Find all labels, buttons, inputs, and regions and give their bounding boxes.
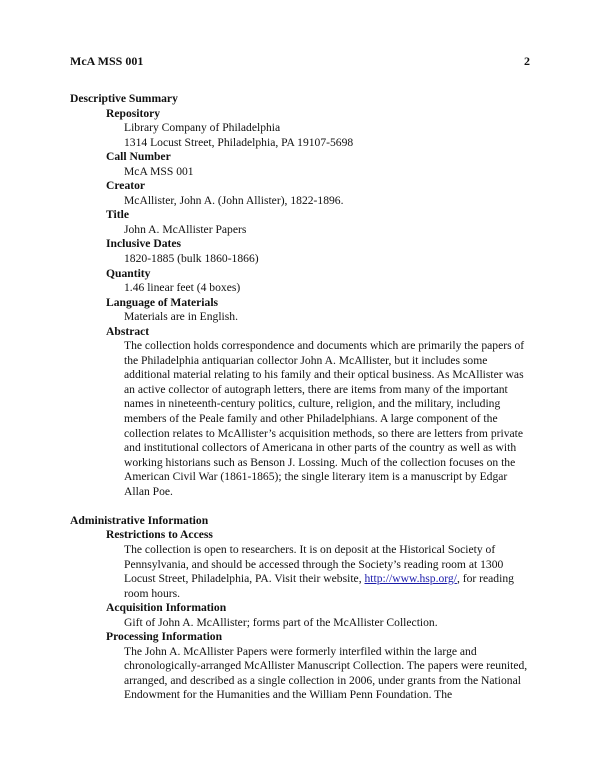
field-value: McA MSS 001 <box>124 164 194 178</box>
field-restrictions <box>70 528 530 601</box>
collection-id: McA MSS 001 <box>70 54 144 68</box>
descriptive-summary-section <box>70 92 530 499</box>
field-label: Restrictions to Access <box>106 528 213 542</box>
section-heading: Descriptive Summary <box>70 92 178 105</box>
field-label: Processing Information <box>106 630 223 644</box>
field-value: John A. McAllister Papers <box>124 222 247 236</box>
field-label: Language of Materials <box>106 295 219 309</box>
field-creator <box>70 179 530 208</box>
field-label: Creator <box>106 179 146 193</box>
field-label: Repository <box>106 106 161 120</box>
field-abstract <box>70 325 530 500</box>
field-repository <box>70 107 530 151</box>
restrictions-text-after: , for reading room hours. <box>124 572 514 600</box>
field-value: McAllister, John A. (John Allister), 1822-1896. <box>124 193 344 207</box>
processing-text: The John A. McAllister Papers were formerly interfiled within the large and chronologically-arranged McAllister Manuscript Collection. The papers were reunited, arranged, and described as a single collection in 2006, under grants from the National Endowment for the Humanities and the William Penn Foundation. The <box>124 644 528 702</box>
hsp-website-link[interactable]: http://www.hsp.org/ <box>364 572 457 586</box>
field-quantity <box>70 267 530 296</box>
field-value: Materials are in English. <box>124 310 238 324</box>
field-label: Title <box>106 208 129 222</box>
repository-name: Library Company of Philadelphia <box>124 121 281 135</box>
field-value: 1820-1885 (bulk 1860-1866) <box>124 252 259 266</box>
section-heading: Administrative Information <box>70 513 209 527</box>
finding-aid-content <box>70 92 530 703</box>
field-label: Abstract <box>106 324 150 338</box>
field-value <box>70 121 530 150</box>
running-header <box>70 54 530 69</box>
field-title <box>70 208 530 237</box>
field-processing <box>70 630 530 703</box>
field-language <box>70 296 530 325</box>
field-label: Acquisition Information <box>106 601 227 615</box>
field-value: Gift of John A. McAllister; forms part of the McAllister Collection. <box>124 615 438 629</box>
restrictions-text-before: The collection is open to researchers. It is on deposit at the Historical Society of Pennsylvania, and should be accessed through the Society’s reading room at 1300 Locust Street, Philadelphia, PA. Visit their website, <box>124 542 504 586</box>
restrictions-text <box>70 543 530 601</box>
page-number: 2 <box>524 54 530 68</box>
field-inclusive-dates <box>70 237 530 266</box>
administrative-information-section <box>70 514 530 703</box>
field-acquisition <box>70 601 530 630</box>
field-label: Inclusive Dates <box>106 237 182 251</box>
field-value: 1.46 linear feet (4 boxes) <box>124 281 241 295</box>
abstract-text: The collection holds correspondence and documents which are primarily the papers of the Philadelphia antiquarian collector John A. McAllister, but it includes some additional material relating to his family and their optical business. As McAllister was an active collector of autograph letters, there are items from many of the important names in nineteenth-century politics, culture, religion, and the military, including members of the Peale family and other Philadelphians. A large component of the collection relates to McAllister’s acquisition methods, so there are letters from private and institutional collectors of Americana in other parts of the country as well as with working historians such as Benson J. Lossing. Much of the collection focuses on the American Civil War (1861-1865); the single literary item is a manuscript by Edgar Allan Poe. <box>124 339 525 498</box>
field-label: Quantity <box>106 266 151 280</box>
field-label: Call Number <box>106 150 171 164</box>
field-call-number <box>70 150 530 179</box>
repository-address: 1314 Locust Street, Philadelphia, PA 19107-5698 <box>124 135 354 149</box>
